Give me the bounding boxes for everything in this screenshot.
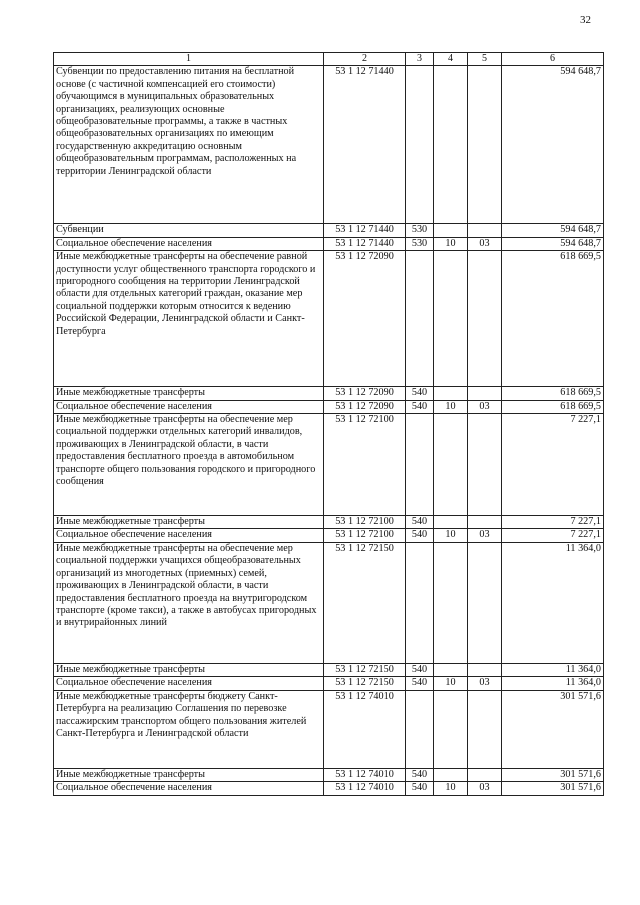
row-sum: 594 648,7 bbox=[502, 237, 604, 250]
row-sum: 11 364,0 bbox=[502, 542, 604, 663]
row-c3: 540 bbox=[406, 663, 434, 676]
row-code: 53 1 12 72150 bbox=[324, 663, 406, 676]
row-code: 53 1 12 74010 bbox=[324, 768, 406, 781]
table-row bbox=[54, 237, 604, 250]
row-c4 bbox=[434, 224, 468, 237]
column-header: 6 bbox=[502, 53, 604, 66]
row-c4 bbox=[434, 663, 468, 676]
row-c5: 03 bbox=[468, 529, 502, 542]
row-c4 bbox=[434, 542, 468, 663]
row-name: Социальное обеспечение населения bbox=[54, 782, 324, 795]
row-sum: 7 227,1 bbox=[502, 529, 604, 542]
row-c3: 540 bbox=[406, 677, 434, 690]
column-header: 5 bbox=[468, 53, 502, 66]
table-row bbox=[54, 529, 604, 542]
page-number: 32 bbox=[580, 14, 591, 26]
budget-table bbox=[53, 52, 604, 796]
row-c3: 540 bbox=[406, 387, 434, 400]
row-c4: 10 bbox=[434, 400, 468, 413]
table-row bbox=[54, 251, 604, 387]
table-row bbox=[54, 413, 604, 515]
column-header: 1 bbox=[54, 53, 324, 66]
row-code: 53 1 12 72090 bbox=[324, 387, 406, 400]
row-c5: 03 bbox=[468, 677, 502, 690]
row-code: 53 1 12 72100 bbox=[324, 515, 406, 528]
row-c3: 540 bbox=[406, 529, 434, 542]
row-c5 bbox=[468, 66, 502, 224]
row-code: 53 1 12 72090 bbox=[324, 400, 406, 413]
row-c5 bbox=[468, 251, 502, 387]
row-c3: 530 bbox=[406, 224, 434, 237]
row-name: Иные межбюджетные трансферты бюджету Санкт-Петербурга на реализацию Соглашения по перевозке пассажирским транспортом общего пользования жителей Санкт-Петербурга и Ленинградской области bbox=[54, 690, 324, 768]
row-c4 bbox=[434, 66, 468, 224]
row-c5 bbox=[468, 663, 502, 676]
row-c3: 540 bbox=[406, 782, 434, 795]
row-name: Иные межбюджетные трансферты bbox=[54, 663, 324, 676]
row-c4: 10 bbox=[434, 237, 468, 250]
row-c4 bbox=[434, 413, 468, 515]
table-row bbox=[54, 782, 604, 795]
row-c3 bbox=[406, 542, 434, 663]
row-name: Иные межбюджетные трансферты bbox=[54, 387, 324, 400]
table-row bbox=[54, 387, 604, 400]
row-c3: 540 bbox=[406, 768, 434, 781]
row-name: Субвенции по предоставлению питания на бесплатной основе (с частичной компенсацией его стоимости) обучающимся в муниципальных образовательных организациях, реализующих основные общеобразовательные программы, а также в частных общеобразовательных организациях по имеющим государственную аккредитацию основным общеобразовательным программам, расположенных на территории Ленинградской области bbox=[54, 66, 324, 224]
row-code: 53 1 12 72150 bbox=[324, 542, 406, 663]
row-sum: 11 364,0 bbox=[502, 663, 604, 676]
row-name: Социальное обеспечение населения bbox=[54, 529, 324, 542]
column-header: 3 bbox=[406, 53, 434, 66]
row-c3 bbox=[406, 690, 434, 768]
row-code: 53 1 12 74010 bbox=[324, 690, 406, 768]
row-code: 53 1 12 74010 bbox=[324, 782, 406, 795]
header-row bbox=[54, 53, 604, 66]
row-sum: 7 227,1 bbox=[502, 413, 604, 515]
row-c3 bbox=[406, 66, 434, 224]
column-header: 4 bbox=[434, 53, 468, 66]
table-row bbox=[54, 542, 604, 663]
table-row bbox=[54, 663, 604, 676]
row-c4 bbox=[434, 515, 468, 528]
row-sum: 618 669,5 bbox=[502, 251, 604, 387]
row-sum: 301 571,6 bbox=[502, 690, 604, 768]
row-code: 53 1 12 72150 bbox=[324, 677, 406, 690]
row-name: Иные межбюджетные трансферты на обеспечение мер социальной поддержки учащихся общеобразовательных организаций из многодетных (приемных) семей, проживающих в Ленинградской области, в части предоставления бесплатного проезда на внутригородском транспорте (кроме такси), а также в автобусах пригородных и внутрирайонных линий bbox=[54, 542, 324, 663]
row-c3: 540 bbox=[406, 400, 434, 413]
row-c5 bbox=[468, 413, 502, 515]
row-c4 bbox=[434, 251, 468, 387]
row-c4: 10 bbox=[434, 529, 468, 542]
row-name: Социальное обеспечение населения bbox=[54, 677, 324, 690]
row-c5 bbox=[468, 690, 502, 768]
row-c4 bbox=[434, 690, 468, 768]
row-c5 bbox=[468, 387, 502, 400]
row-name: Субвенции bbox=[54, 224, 324, 237]
row-sum: 301 571,6 bbox=[502, 782, 604, 795]
table-row bbox=[54, 768, 604, 781]
row-c4 bbox=[434, 768, 468, 781]
row-c5 bbox=[468, 542, 502, 663]
row-code: 53 1 12 71440 bbox=[324, 237, 406, 250]
row-c5 bbox=[468, 515, 502, 528]
row-name: Иные межбюджетные трансферты на обеспечение равной доступности услуг общественного транспорта городского и пригородного сообщения на территории Ленинградской области для отдельных категорий граждан, оказание мер социальной поддержки которым относится к ведению Российской Федерации, Ленинградской области и Санкт-Петербурга bbox=[54, 251, 324, 387]
row-code: 53 1 12 72100 bbox=[324, 413, 406, 515]
row-code: 53 1 12 71440 bbox=[324, 66, 406, 224]
column-header: 2 bbox=[324, 53, 406, 66]
row-name: Иные межбюджетные трансферты bbox=[54, 768, 324, 781]
row-c4 bbox=[434, 387, 468, 400]
row-sum: 301 571,6 bbox=[502, 768, 604, 781]
row-c5 bbox=[468, 224, 502, 237]
row-sum: 7 227,1 bbox=[502, 515, 604, 528]
row-sum: 594 648,7 bbox=[502, 66, 604, 224]
table-row bbox=[54, 677, 604, 690]
row-name: Иные межбюджетные трансферты на обеспечение мер социальной поддержки отдельных категорий инвалидов, проживающих в Ленинградской области, в части предоставления бесплатного проезда в автомобильном транспорте общего пользования городского и пригородного сообщения bbox=[54, 413, 324, 515]
table-row bbox=[54, 224, 604, 237]
table-row bbox=[54, 400, 604, 413]
row-name: Иные межбюджетные трансферты bbox=[54, 515, 324, 528]
table-row bbox=[54, 66, 604, 224]
row-sum: 11 364,0 bbox=[502, 677, 604, 690]
row-c3: 530 bbox=[406, 237, 434, 250]
row-sum: 618 669,5 bbox=[502, 400, 604, 413]
row-c5: 03 bbox=[468, 782, 502, 795]
row-c4: 10 bbox=[434, 782, 468, 795]
row-c3: 540 bbox=[406, 515, 434, 528]
row-name: Социальное обеспечение населения bbox=[54, 237, 324, 250]
table-row bbox=[54, 515, 604, 528]
row-c5: 03 bbox=[468, 400, 502, 413]
row-c3 bbox=[406, 413, 434, 515]
row-c4: 10 bbox=[434, 677, 468, 690]
row-c3 bbox=[406, 251, 434, 387]
row-code: 53 1 12 71440 bbox=[324, 224, 406, 237]
row-sum: 618 669,5 bbox=[502, 387, 604, 400]
row-sum: 594 648,7 bbox=[502, 224, 604, 237]
row-code: 53 1 12 72100 bbox=[324, 529, 406, 542]
table-row bbox=[54, 690, 604, 768]
row-c5 bbox=[468, 768, 502, 781]
row-code: 53 1 12 72090 bbox=[324, 251, 406, 387]
row-c5: 03 bbox=[468, 237, 502, 250]
row-name: Социальное обеспечение населения bbox=[54, 400, 324, 413]
